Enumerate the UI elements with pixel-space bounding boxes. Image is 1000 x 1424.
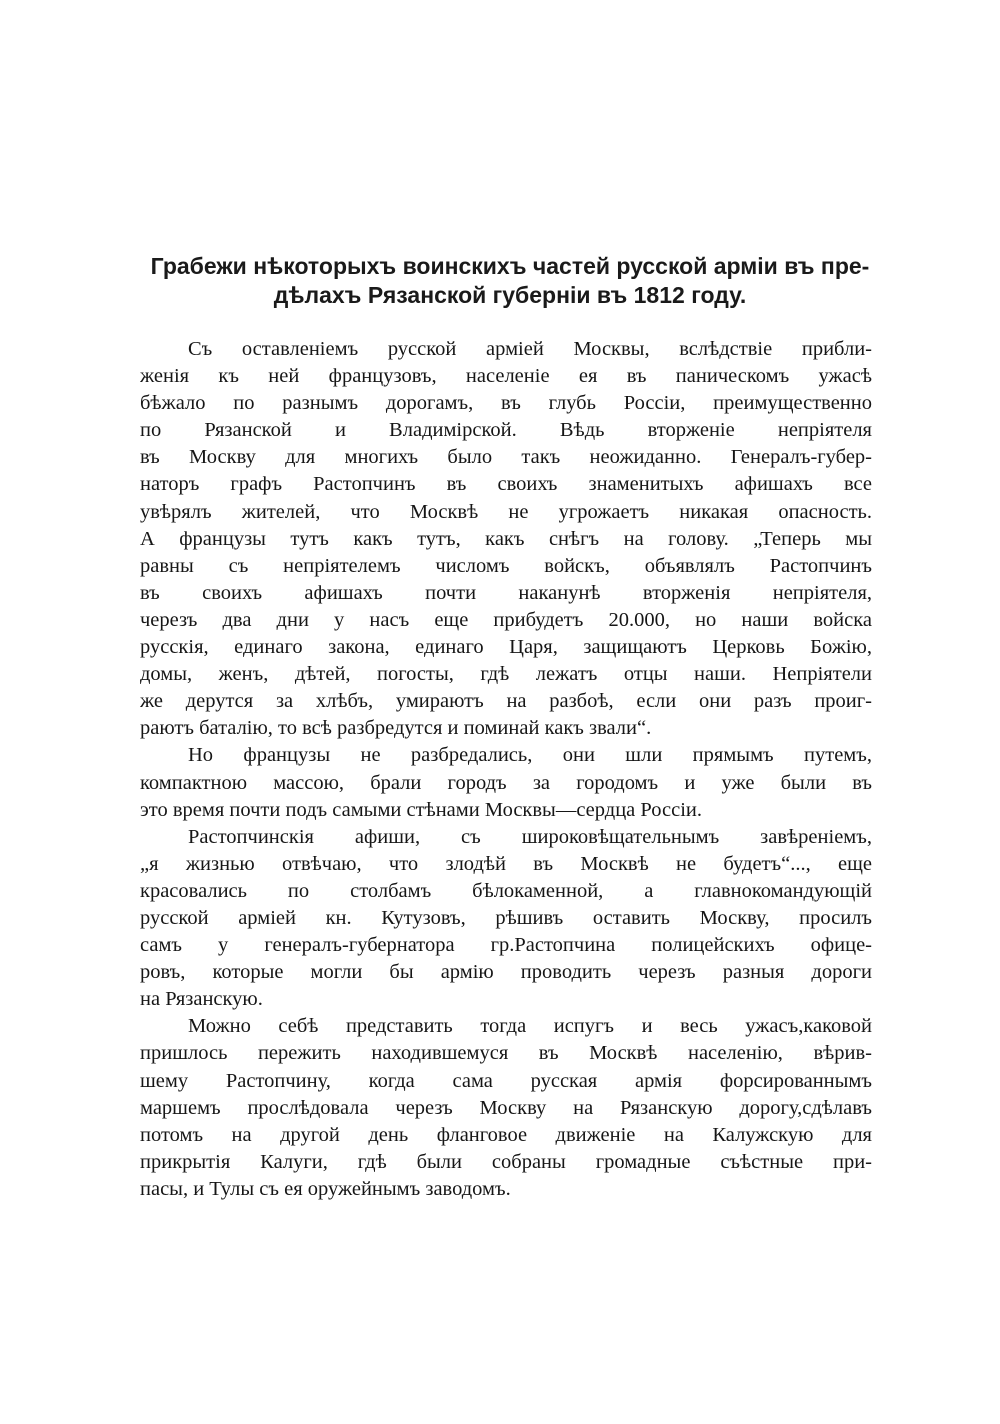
- text-line: пришлось пережить находившемуся въ Москвѣ населенію, вѣрив-: [140, 1042, 872, 1065]
- text-line: „я жизнью отвѣчаю, что злодѣй въ Москвѣ не будетъ“..., еще: [140, 852, 872, 875]
- text-line: красовались по столбамъ бѣлокаменной, а главнокомандующій: [140, 879, 872, 902]
- text-line: шему Растопчину, когда сама русская армія форсированнымъ: [140, 1069, 872, 1092]
- title-line-2: дѣлахъ Рязанской губерніи въ 1812 году.: [273, 282, 747, 308]
- text-line: равны съ непріятелемъ числомъ войскъ, объявлялъ Растопчинъ: [140, 554, 872, 577]
- text-line: въ Москву для многихъ было такъ неожиданно. Генералъ-губер-: [140, 446, 872, 469]
- paragraph-4: [140, 1013, 872, 1203]
- page-title: [130, 252, 890, 310]
- text-line: черезъ два дни у насъ еще прибудетъ 20.000, но наши войска: [140, 608, 872, 631]
- text-line: Растопчинскія афиши, съ широковѣщательнымъ завѣреніемъ,: [188, 825, 872, 848]
- paragraph-3: [140, 824, 872, 1014]
- text-line: А французы тутъ какъ тутъ, какъ снѣгъ на голову. „Теперь мы: [140, 527, 872, 550]
- text-line: ровъ, которые могли бы армію проводить черезъ разныя дороги: [140, 961, 872, 984]
- text-line: въ своихъ афишахъ почти наканунѣ вторженія непріятеля,: [140, 581, 872, 604]
- text-line: домы, женъ, дѣтей, погосты, гдѣ лежатъ отцы наши. Непріятели: [140, 663, 872, 686]
- text-line: бѣжало по разнымъ дорогамъ, въ глубь Россіи, преимущественно: [140, 392, 872, 415]
- text-line: русской арміей кн. Кутузовъ, рѣшивъ оставить Москву, просилъ: [140, 906, 872, 929]
- text-line: же дерутся за хлѣбъ, умираютъ на разбоѣ, если они разъ проиг-: [140, 690, 872, 713]
- text-line: по Рязанской и Владимірской. Вѣдь вторженіе непріятеля: [140, 419, 872, 442]
- text-line: это время почти подъ самыми стѣнами Москвы—сердца Россіи.: [140, 798, 703, 821]
- text-line: раютъ баталію, то всѣ разбредутся и поминай какъ звали“.: [140, 717, 652, 740]
- text-line: увѣрялъ жителей, что Москвѣ не угрожаетъ никакая опасность.: [140, 500, 872, 523]
- paragraph-2: [140, 742, 872, 823]
- title-line-1: Грабежи нѣкоторыхъ воинскихъ частей русской арміи въ пре-: [150, 253, 870, 279]
- text-line: наторъ графъ Растопчинъ въ своихъ знаменитыхъ афишахъ все: [140, 473, 872, 496]
- text-line: Съ оставленіемъ русской арміей Москвы, вслѣдствіе прибли-: [188, 338, 872, 360]
- text-line: женія къ ней французовъ, населеніе ея въ паническомъ ужасѣ: [140, 365, 872, 388]
- text-line: пасы, и Тулы съ ея оружейнымъ заводомъ.: [140, 1177, 511, 1200]
- text-line: Можно себѣ представить тогда испугъ и весь ужасъ,каковой: [188, 1015, 872, 1038]
- body-text: [140, 336, 872, 1203]
- text-line: прикрытія Калуги, гдѣ были собраны громадные съѣстные при-: [140, 1150, 872, 1173]
- text-line: на Рязанскую.: [140, 988, 263, 1011]
- text-line: потомъ на другой день фланговое движеніе на Калужскую для: [140, 1123, 872, 1146]
- text-line: Но французы не разбредались, они шли прямымъ путемъ,: [188, 744, 872, 767]
- text-line: русскія, единаго закона, единаго Царя, защищаютъ Церковь Божію,: [140, 636, 872, 659]
- text-line: компактною массою, брали городъ за городомъ и уже были въ: [140, 771, 872, 794]
- text-line: самъ у генералъ-губернатора гр.Растопчина полицейскихъ офице-: [140, 934, 872, 957]
- text-line: маршемъ прослѣдовала черезъ Москву на Рязанскую дорогу,сдѣлавъ: [140, 1096, 872, 1119]
- paragraph-1: [140, 336, 872, 742]
